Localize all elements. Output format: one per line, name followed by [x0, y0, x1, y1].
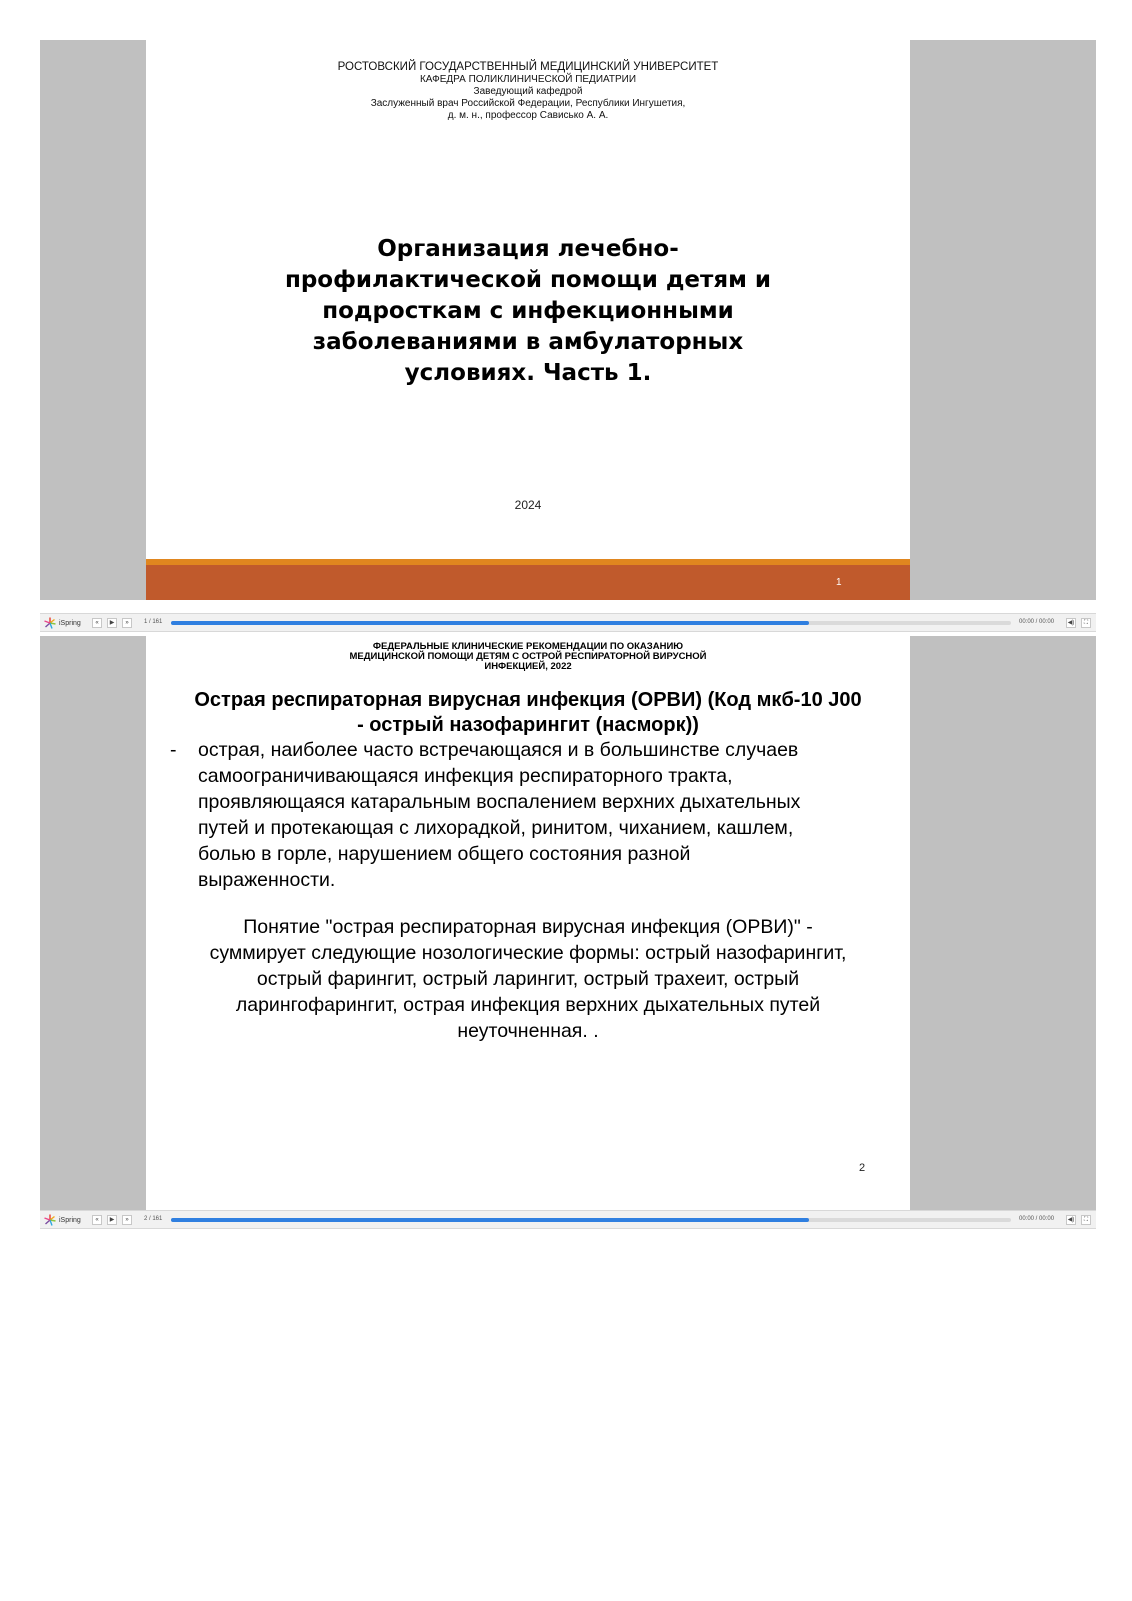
- paragraph-line: суммирует следующие нозологические формы: острый назофарингит,: [209, 942, 847, 964]
- ispring-logo-icon: [44, 1214, 56, 1226]
- volume-button[interactable]: [1066, 618, 1076, 628]
- bullet-marker: -: [170, 739, 177, 761]
- progress-fill: [171, 621, 809, 625]
- progress-fill: [171, 1218, 809, 1222]
- header-line: МЕДИЦИНСКОЙ ПОМОЩИ ДЕТЯМ С ОСТРОЙ РЕСПИРАТОРНОЙ ВИРУСНОЙ: [349, 651, 707, 662]
- slide-2-header: [146, 642, 910, 672]
- header-line: Заведующий кафедрой: [473, 86, 583, 97]
- bullet-text: [198, 737, 906, 893]
- slide-1-title: [146, 234, 910, 389]
- slide-2: [146, 636, 910, 1210]
- prev-button[interactable]: [92, 618, 102, 628]
- slide-2-page-number: 2: [859, 1162, 866, 1174]
- slide-1-year: 2024: [514, 498, 542, 512]
- prev-icon: «: [95, 1217, 99, 1223]
- time-display: 00:00 / 00:00: [1019, 619, 1055, 625]
- player-brand: iSpring: [59, 1216, 81, 1224]
- ispring-logo: [44, 1214, 81, 1226]
- title-line: подросткам с инфекционными: [322, 298, 734, 324]
- fullscreen-button[interactable]: [1081, 618, 1091, 628]
- slide-1-header: [146, 61, 910, 122]
- next-button[interactable]: [122, 618, 132, 628]
- header-line: РОСТОВСКИЙ ГОСУДАРСТВЕННЫЙ МЕДИЦИНСКИЙ УНИВЕРСИТЕТ: [337, 61, 719, 73]
- next-button[interactable]: [122, 1215, 132, 1225]
- player-bar-2: [40, 1210, 1096, 1229]
- paragraph-line: неуточненная. .: [457, 1020, 599, 1042]
- ispring-logo-icon: [44, 617, 56, 629]
- paragraph-line: острый фарингит, острый ларингит, острый трахеит, острый: [256, 968, 800, 990]
- header-line: д. м. н., профессор Сависько А. А.: [447, 110, 609, 121]
- slide-2-bullet: [166, 737, 906, 893]
- slide-counter: 2 / 161: [144, 1216, 163, 1222]
- fullscreen-icon: ⛶: [1083, 1217, 1089, 1223]
- paragraph-line: Понятие "острая респираторная вирусная инфекция (ОРВИ)" -: [243, 916, 813, 938]
- bullet-line: самоограничивающаяся инфекция респираторного тракта,: [198, 765, 733, 787]
- player-brand: iSpring: [59, 619, 81, 627]
- progress-track[interactable]: [171, 621, 1011, 625]
- bullet-line: выраженности.: [198, 869, 336, 891]
- title-line: заболеваниями в амбулаторных: [312, 329, 744, 355]
- header-line: ФЕДЕРАЛЬНЫЕ КЛИНИЧЕСКИЕ РЕКОМЕНДАЦИИ ПО ОКАЗАНИЮ: [372, 641, 684, 652]
- volume-icon: ◀): [1067, 620, 1075, 626]
- fullscreen-icon: ⛶: [1083, 620, 1089, 626]
- slide-1: [146, 40, 910, 600]
- play-button[interactable]: [107, 1215, 117, 1225]
- paragraph-line: ларингофарингит, острая инфекция верхних дыхательных путей: [235, 994, 821, 1016]
- header-line: КАФЕДРА ПОЛИКЛИНИЧЕСКОЙ ПЕДИАТРИИ: [419, 74, 637, 85]
- progress-track[interactable]: [171, 1218, 1011, 1222]
- prev-icon: «: [95, 620, 99, 626]
- next-icon: »: [125, 1217, 129, 1223]
- title-line: - острый назофарингит (насморк)): [357, 714, 699, 736]
- title-line: Острая респираторная вирусная инфекция (ОРВИ) (Код мкб-10 J00: [194, 689, 862, 711]
- bullet-line: путей и протекающая с лихорадкой, ринитом, чиханием, кашлем,: [198, 817, 794, 839]
- slide-2-title: [146, 688, 910, 738]
- header-line: Заслуженный врач Российской Федерации, Республики Ингушетия,: [370, 98, 686, 109]
- ispring-logo: [44, 617, 81, 629]
- title-line: Организация лечебно-: [377, 236, 679, 262]
- slide-counter: 1 / 161: [144, 619, 163, 625]
- play-button[interactable]: [107, 618, 117, 628]
- slide-2-paragraph: [146, 914, 910, 1044]
- title-line: условиях. Часть 1.: [404, 360, 652, 386]
- play-icon: ▶: [109, 1217, 115, 1223]
- volume-button[interactable]: [1066, 1215, 1076, 1225]
- play-icon: ▶: [109, 620, 115, 626]
- prev-button[interactable]: [92, 1215, 102, 1225]
- volume-icon: ◀): [1067, 1217, 1075, 1223]
- next-icon: »: [125, 620, 129, 626]
- bullet-line: острая, наиболее часто встречающаяся и в большинстве случаев: [198, 739, 799, 761]
- fullscreen-button[interactable]: [1081, 1215, 1091, 1225]
- player-bar-1: [40, 613, 1096, 632]
- header-line: ИНФЕКЦИЕЙ, 2022: [484, 661, 572, 672]
- time-display: 00:00 / 00:00: [1019, 1216, 1055, 1222]
- footer-band: [146, 565, 910, 600]
- title-line: профилактической помощи детям и: [284, 267, 772, 293]
- bullet-line: болью в горле, нарушением общего состояния разной: [198, 843, 691, 865]
- bullet-line: проявляющаяся катаральным воспалением верхних дыхательных: [198, 791, 801, 813]
- slide-1-page-number: 1: [836, 577, 842, 588]
